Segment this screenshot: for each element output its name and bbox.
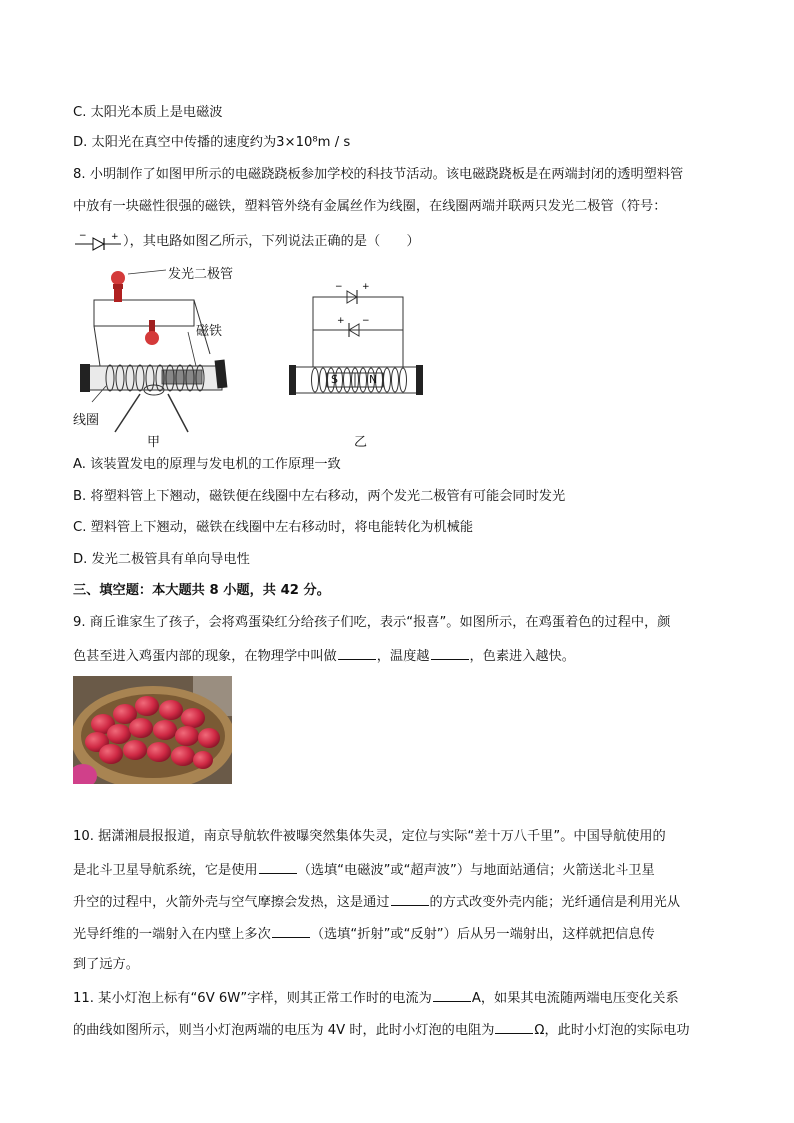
q9-text-a: 色甚至进入鸡蛋内部的现象，在物理学中叫做 [73, 649, 337, 664]
q7-option-c: C. 太阳光本质上是电磁波 [73, 105, 223, 120]
q9-text-c: ，色素进入越快。 [469, 649, 575, 664]
q9-stem-line2 [73, 645, 575, 667]
svg-text:−: − [79, 231, 87, 241]
q8-stem-line1: 8. 小明制作了如图甲所示的电磁跷跷板参加学校的科技节活动。该电磁跷跷板是在两端封闭的透明塑料管 [73, 167, 684, 182]
q10-stem-line1: 10. 据潇湘晨报报道，南京导航软件被曝突然集体失灵，定位与实际“差十万八千里”。中国导航使用的 [73, 829, 666, 844]
q8-option-b: B. 将塑料管上下翘动，磁铁便在线圈中左右移动，两个发光二极管有可能会同时发光 [73, 489, 566, 504]
q8-option-a: A. 该装置发电的原理与发电机的工作原理一致 [73, 457, 341, 472]
label-led: 发光二极管 [168, 267, 234, 282]
q11-text-2b: Ω，此时小灯泡的实际电功 [534, 1023, 690, 1038]
svg-text:−: − [362, 316, 370, 326]
q8-stem-line3 [73, 231, 420, 252]
led-middle-icon [145, 320, 159, 345]
figure-jia [70, 262, 265, 450]
q11-blank-2 [495, 1019, 533, 1034]
q10-stem-line4 [73, 923, 655, 945]
q10-text-2a: 是北斗卫星导航系统，它是使用 [73, 863, 258, 878]
q10-text-3a: 升空的过程中，火箭外壳与空气摩擦会发热，这是通过 [73, 895, 390, 910]
q7-option-d [73, 133, 350, 153]
q9-blank-2 [431, 645, 469, 660]
q11-blank-1 [433, 987, 471, 1002]
q11-text-2a: 的曲线如图所示，则当小灯泡两端的电压为 4V 时，此时小灯泡的电阻为 [73, 1023, 495, 1038]
q8-stem-line2: 中放有一块磁性很强的磁铁，塑料管外绕有金属丝作为线圈，在线圈两端并联两只发光二极管（符号： [73, 199, 667, 214]
q7-option-d-text: D. 太阳光在真空中传播的速度约为 [73, 135, 277, 150]
red-eggs-photo [73, 676, 232, 784]
svg-text:+: + [111, 232, 119, 242]
q10-blank-1 [259, 859, 297, 874]
q11-text-1a: 11. 某小灯泡上标有“6V 6W”字样，则其正常工作时的电流为 [73, 991, 432, 1006]
led-top-icon [111, 271, 125, 302]
q10-text-3b: 的方式改变外壳内能；光纤通信是利用光从 [429, 895, 681, 910]
figure-yi [285, 275, 430, 400]
label-magnet: 磁铁 [196, 324, 223, 339]
q11-text-1b: A，如果其电流随两端电压变化关系 [471, 991, 679, 1006]
caption-jia: 甲 [147, 435, 161, 450]
q8-stem-line3-text: ），其电路如图乙所示，下列说法正确的是（ ） [123, 234, 420, 249]
q10-text-4a: 光导纤维的一端射入在内壁上多次 [73, 927, 271, 942]
q10-stem-line5: 到了远方。 [73, 957, 139, 972]
q7-option-d-value: 3×10⁸m / s [276, 135, 351, 150]
diode-top-icon [335, 282, 370, 304]
q9-text-b: ，温度越 [376, 649, 430, 664]
svg-text:+: + [362, 282, 370, 292]
q9-blank-1 [338, 645, 376, 660]
magnet-n-label: N [369, 373, 378, 386]
q10-stem-line3 [73, 891, 680, 913]
q8-option-d: D. 发光二极管具有单向导电性 [73, 552, 250, 567]
svg-text:+: + [337, 316, 345, 326]
diode-bottom-icon [337, 316, 370, 337]
caption-yi: 乙 [354, 435, 368, 450]
q10-blank-3 [272, 923, 310, 938]
magnet-s-label: S [331, 373, 338, 386]
label-coil: 线圈 [73, 413, 100, 428]
q11-stem-line2 [73, 1019, 690, 1041]
q10-text-4b: （选填“折射”或“反射”）后从另一端射出，这样就把信息传 [310, 927, 655, 942]
q8-option-c: C. 塑料管上下翘动，磁铁在线圈中左右移动时，将电能转化为机械能 [73, 520, 474, 535]
q11-stem-line1 [73, 987, 679, 1009]
q10-text-2b: （选填“电磁波”或“超声波”）与地面站通信；火箭送北斗卫星 [297, 863, 655, 878]
q9-stem-line1: 9. 商丘谁家生了孩子，会将鸡蛋染红分给孩子们吃，表示“报喜”。如图所示，在鸡蛋着色的过程中，颜 [73, 615, 671, 630]
q10-stem-line2 [73, 859, 655, 881]
svg-text:−: − [335, 282, 343, 292]
q10-blank-2 [391, 891, 429, 906]
section-heading: 三、填空题：本大题共 8 小题，共 42 分。 [73, 583, 330, 598]
diode-symbol-icon [73, 231, 123, 251]
